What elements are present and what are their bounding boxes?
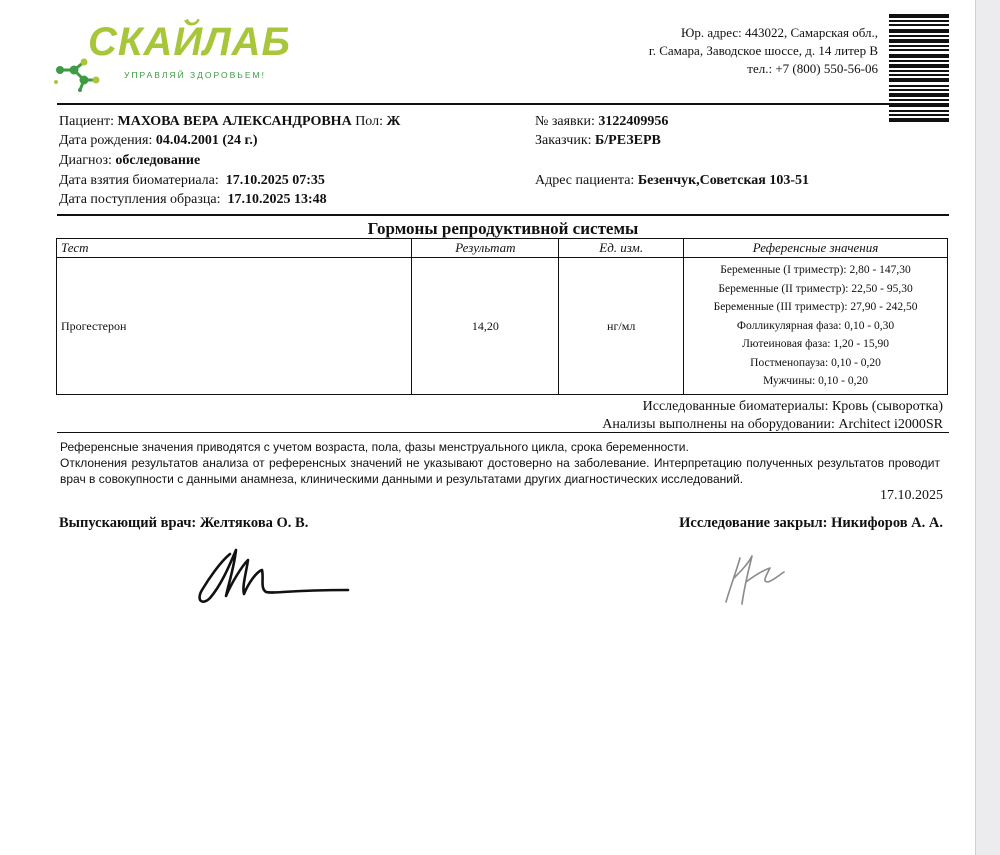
- report-date: 17.10.2025: [880, 488, 943, 503]
- customer-label: Заказчик:: [535, 133, 592, 148]
- sample-received-row: [59, 190, 327, 210]
- sample-taken-label: Дата взятия биоматериала:: [59, 173, 219, 188]
- info-divider: [57, 214, 949, 216]
- sample-received-label: Дата поступления образца:: [59, 192, 221, 207]
- lab-address: [649, 24, 878, 78]
- reference-line: Мужчины: 0,10 - 0,20: [763, 375, 868, 388]
- patient-sex: Ж: [386, 114, 401, 129]
- address-line-3: тел.: +7 (800) 550-56-06: [747, 61, 878, 76]
- brand-name: СКАЙЛАБ: [88, 20, 291, 64]
- patient-dob: 04.04.2001 (24 г.): [155, 133, 258, 148]
- diagnosis-row: [59, 151, 200, 171]
- company-logo: [52, 20, 312, 96]
- background-margin: [976, 0, 1000, 855]
- test-name: Прогестерон: [57, 258, 412, 395]
- note-interpretation: Отклонения результатов анализа от референсных значений не указывают достоверно на заболевание. Интерпретацию полученных результатов проводит врач в совокупности с данными анамнеза, клиническими данными и результатами других диагностических исследований.: [60, 456, 940, 486]
- section-title: Гормоны репродуктивной системы: [367, 219, 639, 238]
- issuing-doctor-signature-icon: [190, 540, 360, 612]
- header-unit: Ед. изм.: [559, 239, 684, 258]
- patient-name-label: Пациент:: [59, 114, 115, 129]
- address-line-2: г. Самара, Заводское шоссе, д. 14 литер В: [648, 43, 878, 58]
- address-line-1: Юр. адрес: 443022, Самарская обл.,: [681, 25, 878, 40]
- equipment-note: Анализы выполнены на оборудовании: Architect i2000SR: [602, 417, 943, 432]
- reference-line: Беременные (I триместр): 2,80 - 147,30: [720, 264, 911, 277]
- header-test: Тест: [57, 239, 412, 258]
- patient-name: МАХОВА ВЕРА АЛЕКСАНДРОВНА: [117, 114, 352, 129]
- reference-line: Лютеиновая фаза: 1,20 - 15,90: [742, 338, 889, 351]
- reference-values: [684, 258, 948, 395]
- patient-name-row: [59, 112, 400, 132]
- reference-line: Фолликулярная фаза: 0,10 - 0,30: [736, 319, 895, 332]
- order-number: 3122409956: [598, 114, 669, 129]
- diagnosis-label: Диагноз:: [59, 153, 112, 168]
- header-result: Результат: [412, 239, 559, 258]
- biomaterial-note: Исследованные биоматериалы: Кровь (сыворотка): [642, 399, 943, 414]
- patient-address-label: Адрес пациента:: [535, 173, 635, 188]
- results-table: [56, 238, 948, 395]
- analysis-details: [602, 398, 943, 434]
- order-row: [535, 112, 668, 132]
- table-header-row: [57, 239, 948, 258]
- brand-slogan: УПРАВЛЯЙ ЗДОРОВЬЕМ!: [124, 70, 266, 80]
- dob-label: Дата рождения:: [59, 133, 153, 148]
- notes-divider: [57, 432, 949, 433]
- sample-taken-value: 17.10.2025 07:35: [225, 173, 325, 188]
- test-unit: нг/мл: [559, 258, 684, 395]
- reference-line: Беременные (III триместр): 27,90 - 242,50: [713, 301, 918, 314]
- customer-value: Б/РЕЗЕРВ: [595, 133, 661, 148]
- test-result: 14,20: [412, 258, 559, 395]
- reference-line: Постменопауза: 0,10 - 0,20: [750, 356, 881, 369]
- diagnosis-value: обследование: [115, 153, 201, 168]
- dob-row: [59, 131, 258, 151]
- closing-doctor-signature-icon: [718, 548, 798, 610]
- patient-address-value: Безенчук,Советская 103-51: [637, 173, 810, 188]
- customer-row: [535, 131, 661, 151]
- barcode: [889, 14, 949, 122]
- disclaimer-notes: [60, 439, 940, 487]
- sample-received-value: 17.10.2025 13:48: [227, 192, 327, 207]
- sex-label: Пол:: [355, 114, 383, 129]
- issuing-doctor: Выпускающий врач: Желтякова О. В.: [59, 515, 309, 531]
- order-label: № заявки:: [535, 114, 595, 129]
- header-divider: [57, 103, 949, 105]
- table-row: [57, 258, 948, 395]
- header-reference: Референсные значения: [684, 239, 948, 258]
- sample-taken-row: [59, 171, 325, 191]
- note-reference: Референсные значения приводятся с учетом возраста, пола, фазы менструального цикла, срока беременности.: [60, 440, 689, 454]
- reference-line: Беременные (II триместр): 22,50 - 95,30: [718, 282, 913, 295]
- closing-doctor: Исследование закрыл: Никифоров А. А.: [679, 515, 943, 531]
- patient-address-row: [535, 171, 809, 191]
